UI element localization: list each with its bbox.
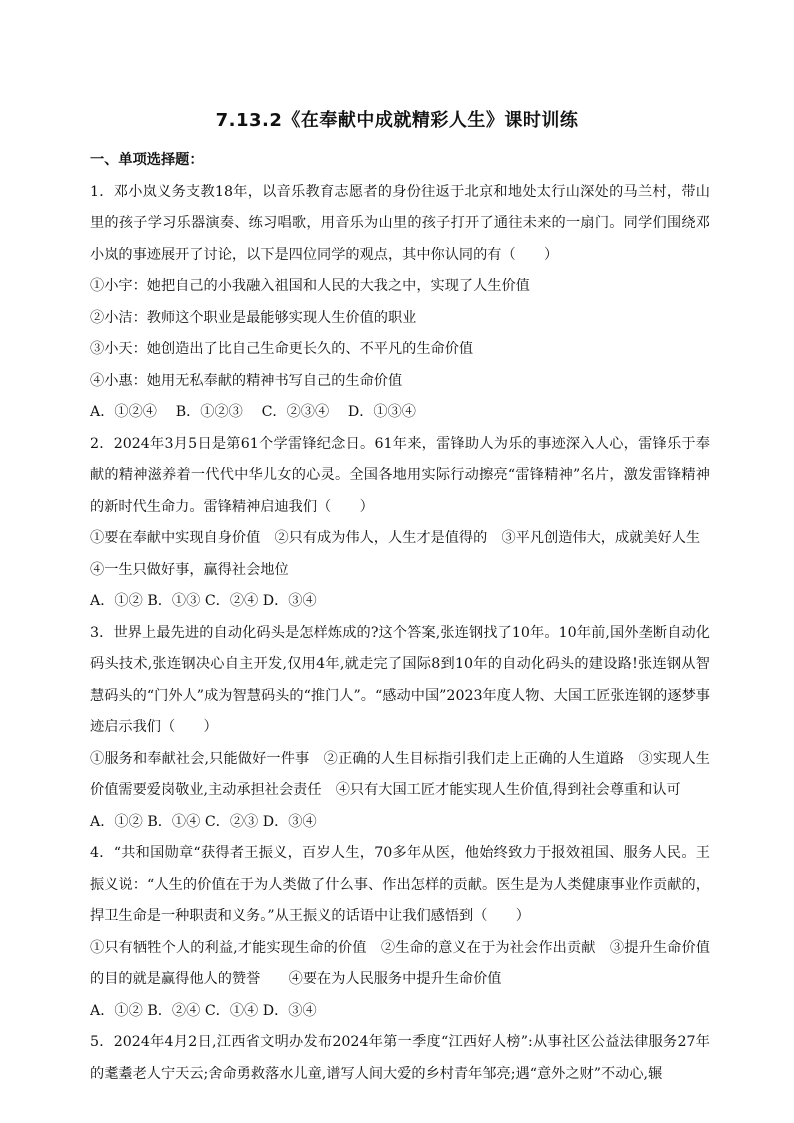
question-1-option-4: ④小惠：她用无私奉献的精神书写自己的生命价值 xyxy=(90,372,403,389)
page-title: 7.13.2《在奉献中成就精彩人生》课时训练 xyxy=(215,110,579,131)
question-3-options: ①服务和奉献社会,只能做好一件事 ②正确的人生目标指引我们走上正确的人生道路 ③实现人生价值需要爱岗敬业,主动承担社会责任 ④只有大国工匠才能实现人生价值,得到社会尊重和认可 xyxy=(90,750,710,798)
document-body xyxy=(90,145,710,1090)
question-5-stem: 5．2024年4月2日,江西省文明办发布2024年第一季度“江西好人榜”:从事社区公益法律服务27年的耄耋老人宁天云;舍命勇救落水儿童,谱写人间大爱的乡村青年邹亮;遇“意外之财”不动心,辗 xyxy=(90,1034,710,1082)
question-2-option-2: ④一生只做好事，赢得社会地位 xyxy=(90,561,289,578)
question-4-choices: A．①② B．②④ C．①④ D．③④ xyxy=(90,1002,317,1019)
section-heading: 一、单项选择题： xyxy=(90,152,204,168)
question-1-option-2: ②小洁：教师这个职业是最能够实现人生价值的职业 xyxy=(90,309,417,326)
question-1-stem: 1．邓小岚义务支教18年，以音乐教育志愿者的身份往返于北京和地处太行山深处的马兰村，带山里的孩子学习乐器演奏、练习唱歌，用音乐为山里的孩子打开了通往未来的一扇门。同学们围绕邓小岚的事迹展开了讨论，以下是四位同学的观点，其中你认同的有（ ） xyxy=(90,183,710,263)
question-4-options: ①只有牺牲个人的利益,才能实现生命的价值 ②生命的意义在于为社会作出贡献 ③提升生命价值的目的就是赢得他人的赞誉 ④要在为人民服务中提升生命价值 xyxy=(90,939,710,987)
question-1-choices: A．①②④ B．①②③ C．②③④ D．①③④ xyxy=(90,404,416,420)
question-1-option-3: ③小天：她创造出了比自己生命更长久的、不平凡的生命价值 xyxy=(90,341,474,357)
question-2-option-1: ①要在奉献中实现自身价值 ②只有成为伟人，人生才是值得的 ③平凡创造伟大，成就美好人生 xyxy=(90,530,701,546)
question-4-stem: 4．“共和国勋章“获得者王振义，百岁人生，70多年从医，他始终致力于报效祖国、服务人民。王振义说：“人生的价值在于为人类做了什么事、作出怎样的贡献。医生是为人类健康事业作贡献的，捍卫生命是一种职责和义务。”从王振义的话语中让我们感悟到（ ） xyxy=(90,845,710,924)
question-3-stem: 3．世界上最先进的自动化码头是怎样炼成的?这个答案,张连钢找了10年。10年前,国外垄断自动化码头技术,张连钢决心自主开发,仅用4年,就走完了国际8到10年的自动化码头的建设路!张连钢从智慧码头的“门外人”成为智慧码头的“推门人”。“感动中国”2023年度人物、大国工匠张连钢的逐梦事迹启示我们（ ） xyxy=(90,624,710,735)
question-2-stem: 2．2024年3月5日是第61个学雷锋纪念日。61年来，雷锋助人为乐的事迹深入人心，雷锋乐于奉献的精神滋养着一代代中华儿女的心灵。全国各地用实际行动擦亮“雷锋精神”名片，激发雷锋精神的新时代生命力。雷锋精神启迪我们（ ） xyxy=(90,435,710,515)
question-3-choices: A．①② B．①④ C．②③ D．③④ xyxy=(90,813,317,830)
question-1-option-1: ①小宇：她把自己的小我融入祖国和人民的大我之中，实现了人生价值 xyxy=(90,278,530,294)
question-2-choices: A．①② B．①③ C．②④ D．③④ xyxy=(90,593,317,609)
